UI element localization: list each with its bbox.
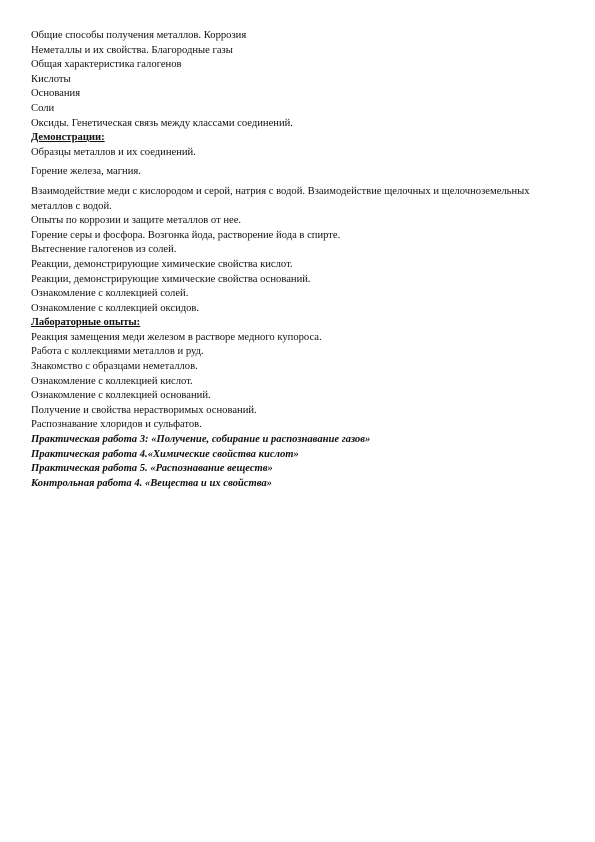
demonstration-item: Взаимодействие меди с кислородом и серой, натрия с водой. Взаимодействие щелочных и щелочноземельных металлов с водой. [31, 185, 530, 212]
lesson-topic: Кислоты [31, 73, 71, 85]
demonstration-item: Опыты по коррозии и защите металлов от нее. [31, 215, 242, 227]
practical-work: Практическая работа 3: «Получение, собирание и распознавание газов» [31, 434, 371, 446]
demonstration-item: Образцы металлов и их соединений. [31, 146, 196, 158]
control-work: Контрольная работа 4. «Вещества и их свойства» [31, 477, 272, 489]
lab-experiment-item: Получение и свойства нерастворимых оснований. [31, 404, 257, 416]
document-body [31, 29, 571, 491]
lab-experiment-item: Реакция замещения меди железом в растворе медного купороса. [31, 331, 322, 343]
demonstration-item: Горение серы и фосфора. Возгонка йода, растворение йода в спирте. [31, 229, 341, 241]
practical-work: Практическая работа 5. «Распознавание веществ» [31, 463, 273, 475]
lab-experiments-heading: Лабораторные опыты: [31, 317, 141, 329]
lab-experiment-item: Знакомство с образцами неметаллов. [31, 361, 198, 373]
demonstration-item: Реакции, демонстрирующие химические свойства оснований. [31, 273, 311, 285]
lesson-topic: Неметаллы и их свойства. Благородные газы [31, 44, 233, 56]
lesson-topic: Соли [31, 102, 55, 114]
lab-experiment-item: Работа с коллекциями металлов и руд. [31, 346, 204, 358]
lesson-topic: Общие способы получения металлов. Коррозия [31, 30, 247, 41]
lab-experiment-item: Распознавание хлоридов и сульфатов. [31, 419, 202, 431]
practical-work: Практическая работа 4.«Химические свойства кислот» [31, 448, 299, 460]
lab-experiment-item: Ознакомление с коллекцией оснований. [31, 390, 211, 402]
lesson-topic: Общая характеристика галогенов [31, 59, 182, 71]
demonstration-item: Ознакомление с коллекцией оксидов. [31, 302, 200, 314]
lesson-topic: Оксиды. Генетическая связь между классами соединений. [31, 117, 293, 129]
lab-experiment-item: Ознакомление с коллекцией кислот. [31, 375, 193, 387]
lesson-topic: Основания [31, 88, 81, 100]
demonstration-item: Ознакомление с коллекцией солей. [31, 288, 189, 300]
demonstration-item: Реакции, демонстрирующие химические свойства кислот. [31, 258, 293, 270]
demonstration-item: Горение железа, магния. [31, 166, 141, 178]
demonstrations-heading: Демонстрации: [31, 132, 105, 144]
demonstration-item: Вытеснение галогенов из солей. [31, 244, 177, 256]
